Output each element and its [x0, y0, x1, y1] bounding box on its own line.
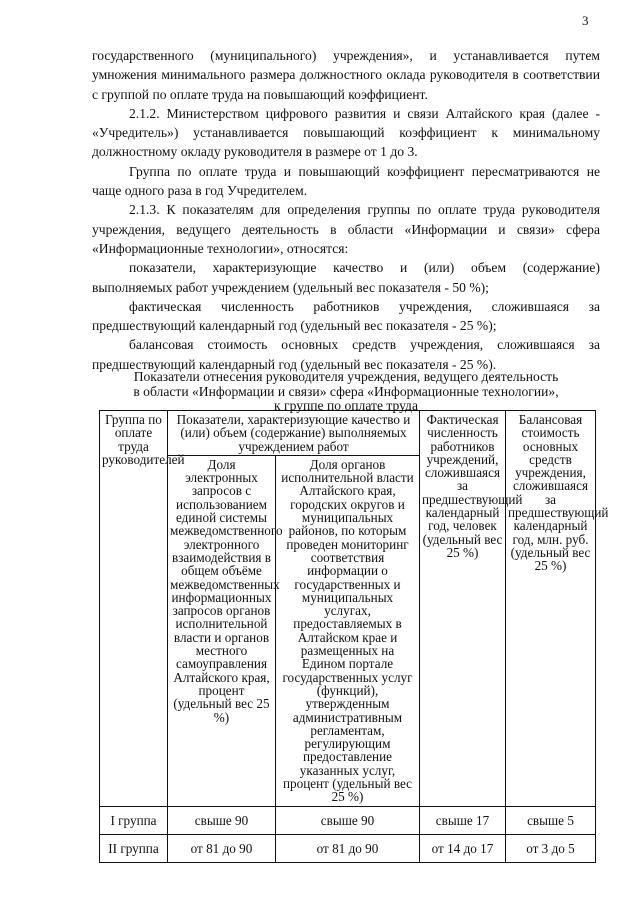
group-criteria-table: [99, 410, 609, 863]
header-quality-electronic-requests: Доля электронных запросов с использованием единой системы межведомственного электронного взаимодействия в общем объёме межведомственных информационных запросов органов исполнительной власти и органов местного самоуправления Алтайского края, процент (удельный вес 25 %): [168, 455, 276, 806]
paragraph: 2.1.3. К показателям для определения группы по оплате труда руководителя учреждения, ведущего деятельность в области «Информации и связи» сфера «Информационные технологии», относятся:: [92, 202, 600, 256]
header-group: Группа по оплате труда руководителей: [100, 411, 168, 807]
cell-staff: свыше 17: [420, 806, 506, 834]
cell-assets: свыше 5: [506, 806, 596, 834]
page-number: 3: [582, 13, 589, 28]
header-quality-monitoring: Доля органов исполнительной власти Алтайского края, городских округов и муниципальных районов, по которым проведен мониторинг соответствия информации о государственных и муниципальных услугах, предоставляемых в Алтайском крае и размещенных на Едином портале государственных услуг (функций), утвержденным административным регламентам, регулирующим предоставление указанных услуг, процент (удельный вес 25 %): [276, 455, 420, 806]
cell-q2: от 81 до 90: [276, 834, 420, 862]
paragraph: показатели, характеризующие качество и (или) объем (содержание) выполняемых работ учреждением (удельный вес показателя - 50 %);: [92, 260, 600, 295]
cell-q1: от 81 до 90: [168, 834, 276, 862]
table-caption: [92, 370, 600, 414]
paragraph: фактическая численность работников учреждения, сложившаяся за предшествующий календарный год (удельный вес показателя - 25 %);: [92, 298, 600, 334]
cell-group: I группа: [100, 806, 168, 834]
paragraph: Группа по оплате труда и повышающий коэффициент пересматриваются не чаще одного раза в год Учредителем.: [92, 163, 600, 199]
cell-group: II группа: [100, 834, 168, 862]
cell-q1: свыше 90: [168, 806, 276, 834]
caption-line: к группе по оплате труда: [274, 398, 418, 413]
header-staff: Фактическая численность работников учреждений, сложившаяся за предшествующий календарный год, человек (удельный вес 25 %): [420, 411, 506, 807]
caption-line: Показатели отнесения руководителя учреждения, ведущего деятельность: [133, 369, 559, 384]
cell-q2: свыше 90: [276, 806, 420, 834]
table-row: [100, 806, 596, 834]
table-row: [100, 834, 596, 862]
header-quality: Показатели, характеризующие качество и (или) объем (содержание) выполняемых учреждением работ: [168, 411, 420, 456]
cell-staff: от 14 до 17: [420, 834, 506, 862]
cell-assets: от 3 до 5: [506, 834, 596, 862]
paragraph: 2.1.2. Министерством цифрового развития и связи Алтайского края (далее - «Учредитель») устанавливается повышающий коэффициент к минимальному должностному окладу руководителя в размере от 1 до 3.: [92, 105, 600, 160]
header-assets: Балансовая стоимость основных средств учреждения, сложившаяся за предшествующий календарный год, млн. руб. (удельный вес 25 %): [506, 411, 596, 807]
caption-line: в области «Информации и связи» сфера «Информационные технологии»,: [133, 383, 559, 399]
paragraph: балансовая стоимость основных средств учреждения, сложившаяся за предшествующий календарный год (удельный вес показателя - 25 %).: [92, 337, 600, 372]
body-text: [92, 46, 600, 374]
paragraph: государственного (муниципального) учреждения», и устанавливается путем умножения минимального размера должностного оклада руководителя в соответствии с группой по оплате труда на повышающий коэффициент.: [92, 48, 600, 102]
